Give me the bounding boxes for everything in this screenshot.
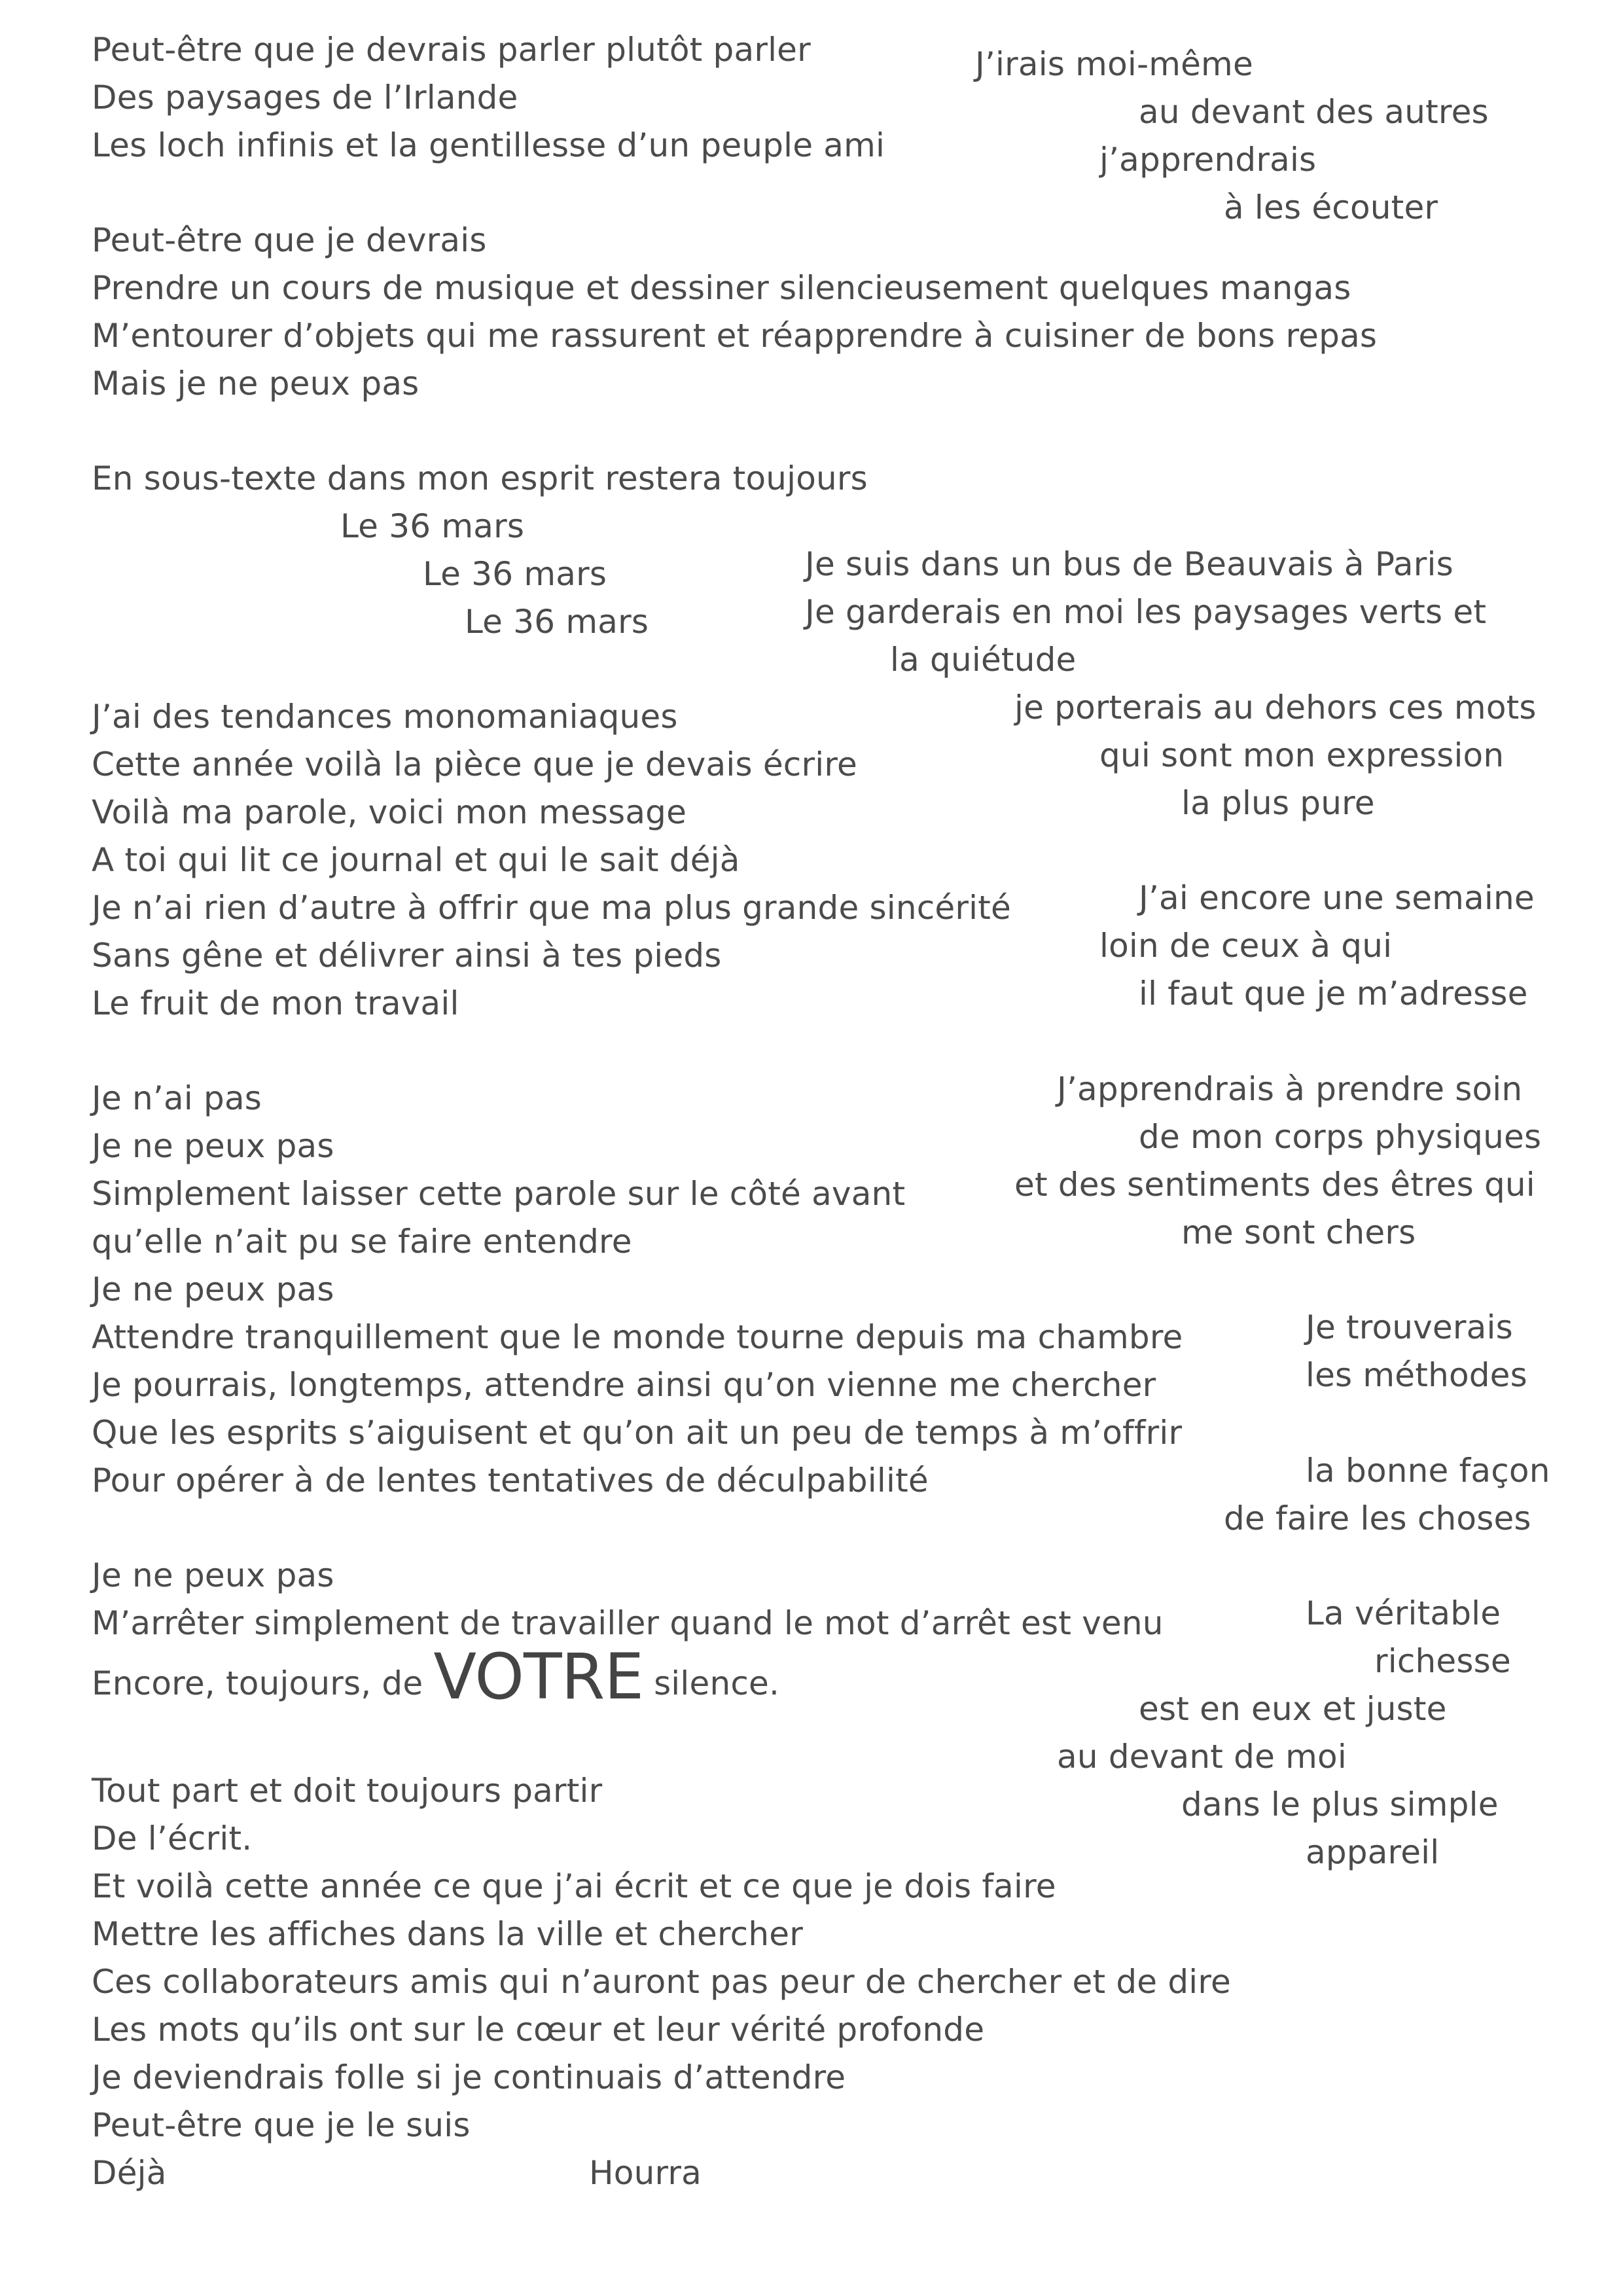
poem-fragment: Encore, toujours, de (92, 1664, 423, 1702)
poem-line: Peut-être que je le suis (92, 2106, 471, 2144)
poem-line: Je ne peux pas (92, 1556, 334, 1594)
poem-line: Je n’ai rien d’autre à offrir que ma plus grande sincérité (92, 889, 1012, 927)
poem-line: Sans gêne et délivrer ainsi à tes pieds (92, 937, 722, 975)
poem-line: Hourra (589, 2154, 702, 2192)
margin-line: au devant de moi (1057, 1738, 1347, 1776)
poem-line: Le 36 mars (465, 603, 649, 641)
poem-line: Le 36 mars (340, 507, 525, 545)
margin-line: richesse (1374, 1642, 1511, 1680)
margin-line: J’irais moi-même (975, 45, 1253, 83)
poem-line: Tout part et doit toujours partir (92, 1772, 603, 1810)
margin-line: de mon corps physiques (1139, 1118, 1542, 1156)
margin-line: de faire les choses (1224, 1499, 1531, 1537)
margin-line: est en eux et juste (1139, 1690, 1447, 1728)
poem-line: Cette année voilà la pièce que je devais écrire (92, 745, 857, 783)
poem-line: Que les esprits s’aiguisent et qu’on ait un peu de temps à m’offrir (92, 1414, 1183, 1452)
poem-line: Les loch infinis et la gentillesse d’un peuple ami (92, 126, 885, 164)
poem-line: Mettre les affiches dans la ville et chercher (92, 1915, 803, 1953)
poem-line: M’arrêter simplement de travailler quand le mot d’arrêt est venu (92, 1604, 1164, 1642)
poem-line: Les mots qu’ils ont sur le cœur et leur vérité profonde (92, 2011, 985, 2049)
margin-line: au devant des autres (1139, 93, 1489, 131)
margin-line: les méthodes (1306, 1356, 1527, 1394)
margin-line: La véritable (1306, 1594, 1501, 1632)
margin-line: il faut que je m’adresse (1139, 975, 1528, 1013)
poem-line: Voilà ma parole, voici mon message (92, 793, 687, 831)
margin-line: Je trouverais (1306, 1308, 1513, 1346)
poem-line: Je n’ai pas (92, 1079, 262, 1117)
emphasized-word: VOTRE (433, 1640, 643, 1713)
margin-line: loin de ceux à qui (1099, 927, 1393, 965)
poem-line: qu’elle n’ait pu se faire entendre (92, 1223, 632, 1261)
margin-line: Je garderais en moi les paysages verts et (805, 593, 1487, 631)
margin-line: et des sentiments des êtres qui (1014, 1166, 1535, 1204)
margin-line: j’apprendrais (1099, 141, 1317, 179)
margin-line: dans le plus simple (1181, 1785, 1499, 1823)
poem-line: M’entourer d’objets qui me rassurent et réapprendre à cuisiner de bons repas (92, 317, 1378, 355)
margin-line: J’apprendrais à prendre soin (1057, 1070, 1523, 1108)
margin-line: la quiétude (890, 641, 1077, 679)
poem-line: Le fruit de mon travail (92, 984, 459, 1022)
margin-line: me sont chers (1181, 1213, 1416, 1251)
margin-line: à les écouter (1224, 188, 1438, 226)
poem-line: Et voilà cette année ce que j’ai écrit et ce que je dois faire (92, 1867, 1056, 1905)
poem-line-emphasis (92, 1640, 780, 1713)
margin-line: je porterais au dehors ces mots (1014, 689, 1537, 726)
margin-line: la plus pure (1181, 784, 1375, 822)
poem-line: Je pourrais, longtemps, attendre ainsi qu’on vienne me chercher (92, 1366, 1156, 1404)
margin-line: Je suis dans un bus de Beauvais à Paris (805, 545, 1454, 583)
poem-line: Ces collaborateurs amis qui n’auront pas peur de chercher et de dire (92, 1963, 1231, 2001)
poem-line: Peut-être que je devrais parler plutôt parler (92, 31, 811, 69)
margin-line: J’ai encore une semaine (1139, 879, 1535, 917)
poem-line: Je deviendrais folle si je continuais d’attendre (92, 2058, 846, 2096)
poem-line: Mais je ne peux pas (92, 365, 419, 403)
poem-line: Peut-être que je devrais (92, 221, 487, 259)
margin-line: appareil (1306, 1833, 1440, 1871)
poem-line: Simplement laisser cette parole sur le côté avant (92, 1175, 906, 1213)
poem-line: Des paysages de l’Irlande (92, 79, 518, 117)
poem-line: Prendre un cours de musique et dessiner silencieusement quelques mangas (92, 269, 1351, 307)
poem-line: Pour opérer à de lentes tentatives de déculpabilité (92, 1462, 929, 1499)
poem-line: Le 36 mars (423, 555, 607, 593)
poem-line: Déjà (92, 2154, 167, 2192)
margin-line: qui sont mon expression (1099, 736, 1505, 774)
poem-line: Attendre tranquillement que le monde tourne depuis ma chambre (92, 1318, 1183, 1356)
poem-line: Je ne peux pas (92, 1270, 334, 1308)
margin-line: la bonne façon (1306, 1452, 1550, 1490)
poem-line: J’ai des tendances monomaniaques (92, 698, 678, 736)
poem-fragment: silence. (654, 1664, 780, 1702)
poem-line: En sous-texte dans mon esprit restera toujours (92, 459, 868, 497)
poem-line: A toi qui lit ce journal et qui le sait déjà (92, 841, 740, 879)
poem-line: Je ne peux pas (92, 1127, 334, 1165)
poem-line: De l’écrit. (92, 1820, 253, 1857)
